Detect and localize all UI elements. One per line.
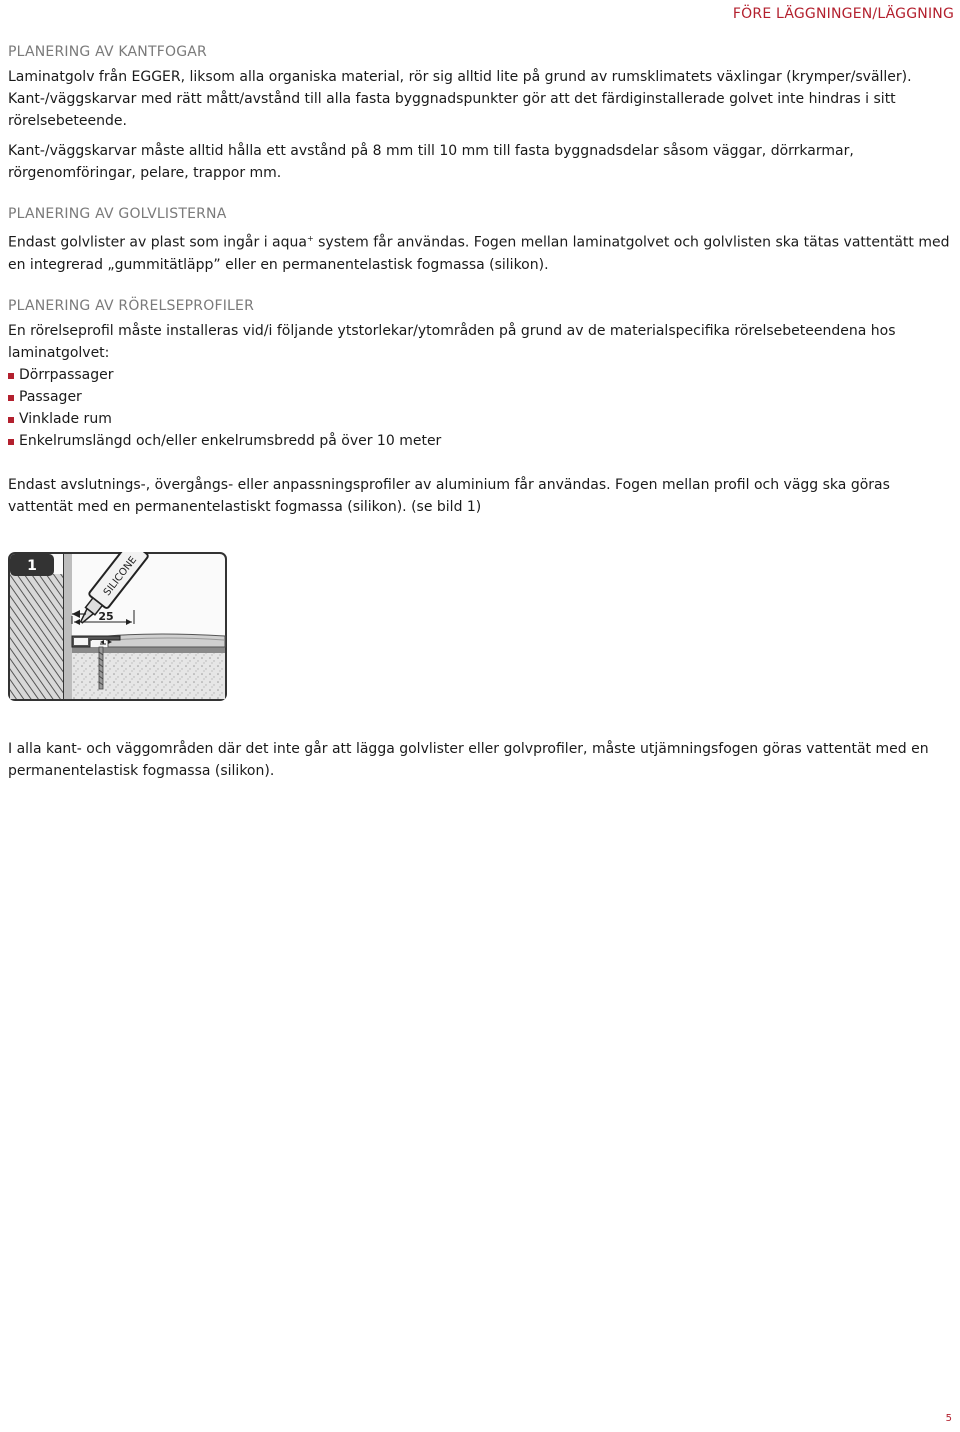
text-line: Kant-/väggskarvar måste alltid hålla ett avstånd på 8 mm till 10 mm till fasta byggnadsdelar såsom väggar, dörrkarmar, — [8, 143, 854, 159]
subfloor — [72, 652, 225, 699]
page-content — [8, 42, 952, 782]
text-line: permanentelastisk fogmassa (silikon). — [8, 762, 275, 779]
paragraph-kantfogar-2 — [8, 140, 952, 184]
text-line: rörgenomföringar, pelare, trappor mm. — [8, 165, 282, 181]
running-header: FÖRE LÄGGNINGEN/LÄGGNING — [732, 6, 954, 22]
list-item — [8, 430, 952, 452]
square-bullet-icon — [8, 373, 14, 379]
figure-1 — [8, 552, 228, 702]
text-line: vattentät med en permanentelastiskt fogmassa (silikon). (se bild 1) — [8, 498, 482, 515]
silicone-profile-illustration — [8, 552, 228, 702]
tube-label: SILICONE — [101, 554, 140, 598]
text-line: laminatgolvet: — [8, 344, 110, 361]
heading-golvlisterna: PLANERING AV GOLVLISTERNA — [8, 206, 227, 222]
text-line: system får användas. Fogen mellan laminatgolvet och golvlisten ska tätas vattentätt med — [313, 234, 950, 251]
paragraph-golvlisterna — [8, 228, 952, 276]
square-bullet-icon — [8, 395, 14, 401]
text-line: Laminatgolv från EGGER, liksom alla organiska material, rör sig alltid lite på grund av rumsklimatets växlingar (krymper/sväller). — [8, 69, 912, 85]
text-line: Endast avslutnings-, övergångs- eller anpassningsprofiler av aluminium får användas. Fogen mellan profil och vägg ska göras — [8, 476, 890, 493]
list-item — [8, 408, 952, 430]
list-item-text: Passager — [19, 388, 82, 405]
heading-kantfogar: PLANERING AV KANTFOGAR — [8, 44, 207, 60]
figure-number: 1 — [27, 557, 37, 574]
text-line: rörelsebeteende. — [8, 113, 127, 129]
paragraph-rorelseprofiler-after — [8, 474, 952, 518]
list-item — [8, 386, 952, 408]
text-line: en integrerad „gummitätläpp” eller en permanentelastisk fogmassa (silikon). — [8, 256, 549, 273]
paragraph-closing — [8, 738, 952, 782]
wall-hatch — [10, 574, 64, 699]
superscript-plus: + — [306, 234, 314, 243]
page-number: 5 — [945, 1413, 952, 1424]
bullet-list — [8, 364, 952, 452]
laminate-board — [108, 634, 225, 647]
list-item-text: Vinklade rum — [19, 410, 112, 427]
list-item-text: Dörrpassager — [19, 366, 114, 383]
text-line: I alla kant- och väggområden där det inte går att lägga golvlister eller golvprofiler, måste utjämningsfogen göras vattentät med en — [8, 740, 929, 757]
paragraph-kantfogar-1 — [8, 66, 952, 132]
heading-rorelseprofiler: PLANERING AV RÖRELSEPROFILER — [8, 297, 254, 314]
square-bullet-icon — [8, 439, 14, 445]
text-line: En rörelseprofil måste installeras vid/i följande ytstorlekar/ytområden på grund av de materialspecifika rörelsebeteendena hos — [8, 322, 896, 339]
text-line: Kant-/väggskarvar med rätt mått/avstånd till alla fasta byggnadspunkter gör att det färdiginstallerade golvet inte hindras i sitt — [8, 91, 896, 107]
text-line: Endast golvlister av plast som ingår i aqua — [8, 234, 307, 251]
square-bullet-icon — [8, 417, 14, 423]
list-item — [8, 364, 952, 386]
paragraph-rorelseprofiler-intro — [8, 320, 952, 364]
list-item-text: Enkelrumslängd och/eller enkelrumsbredd på över 10 meter — [19, 432, 442, 449]
dimension-label: 25 — [98, 609, 114, 623]
